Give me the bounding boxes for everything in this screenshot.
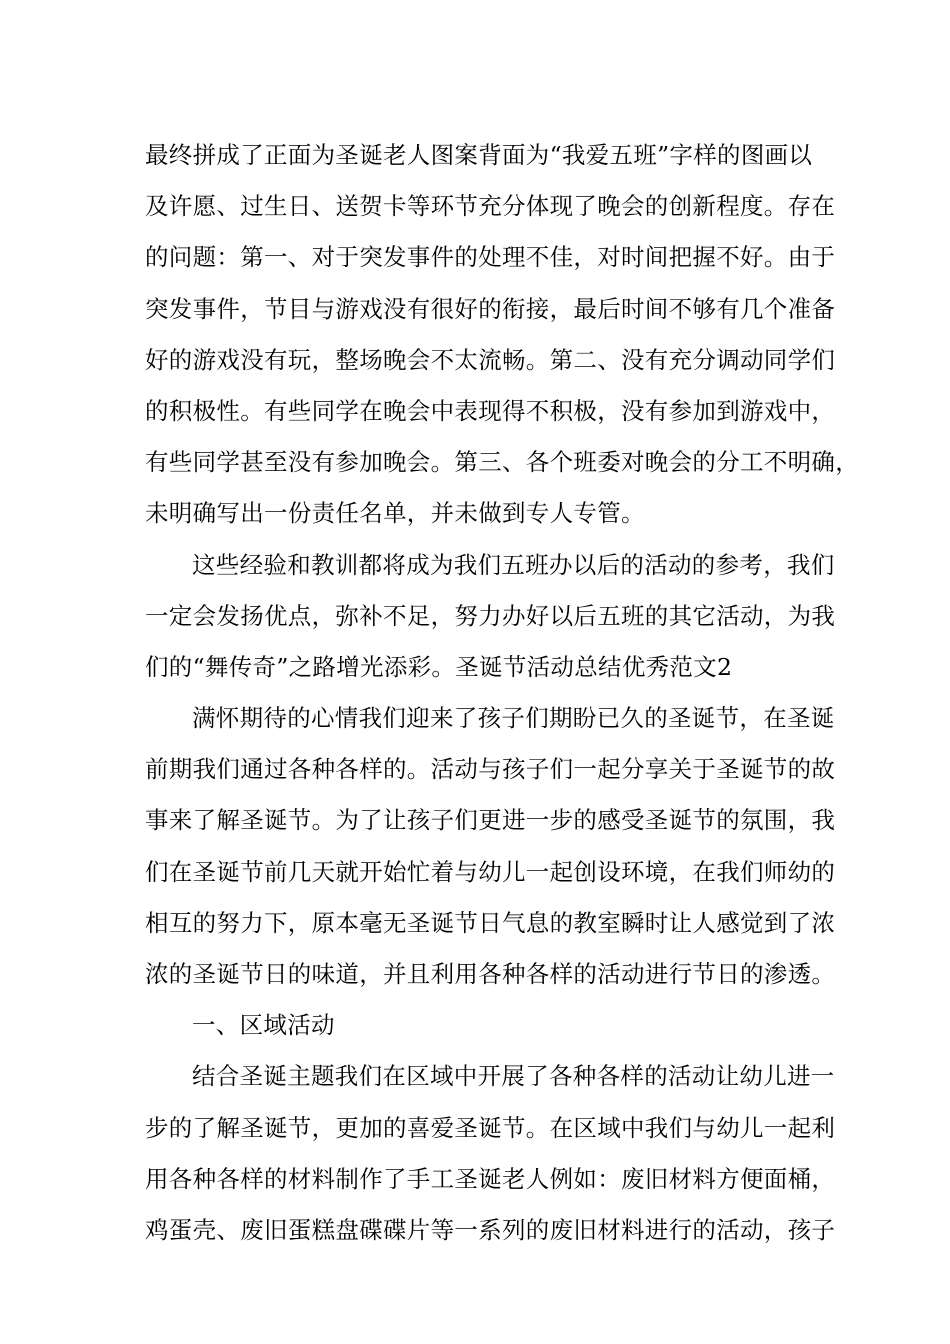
paragraph-start-line: 结合圣诞主题我们在区域中开展了各种各样的活动让幼儿进一 [192, 1062, 835, 1091]
text-line: 前期我们通过各种各样的。活动与孩子们一起分享关于圣诞节的故 [145, 755, 836, 784]
text-line: 鸡蛋壳、废旧蛋糕盘碟碟片等一系列的废旧材料进行的活动，孩子 [145, 1215, 836, 1244]
paragraph-start-line: 满怀期待的心情我们迎来了孩子们期盼已久的圣诞节，在圣诞 [192, 704, 835, 733]
text-line: 一定会发扬优点，弥补不足，努力办好以后五班的其它活动，为我 [145, 601, 836, 630]
text-line: 步的了解圣诞节，更加的喜爱圣诞节。在区域中我们与幼儿一起利 [145, 1113, 836, 1142]
text-line: 最终拼成了正面为圣诞老人图案背面为“我爱五班”字样的图画以 [145, 141, 813, 169]
section-heading: 一、区域活动 [192, 1011, 335, 1040]
text-line: 相互的努力下，原本毫无圣诞节日气息的教室瞬时让人感觉到了浓 [145, 908, 836, 937]
text-line: 们在圣诞节前几天就开始忙着与幼儿一起创设环境，在我们师幼的 [145, 857, 836, 886]
text-line: 的积极性。有些同学在晚会中表现得不积极，没有参加到游戏中， [145, 396, 836, 425]
text-line: 好的游戏没有玩，整场晚会不太流畅。第二、没有充分调动同学们 [145, 345, 836, 374]
text-line: 未明确写出一份责任名单，并未做到专人专管。 [145, 499, 645, 528]
text-line: 们的“舞传奇”之路增光添彩。圣诞节活动总结优秀范文2 [145, 652, 733, 681]
text-line: 事来了解圣诞节。为了让孩子们更进一步的感受圣诞节的氛围，我 [145, 806, 836, 835]
text-line: 有些同学甚至没有参加晚会。第三、各个班委对晚会的分工不明确， [145, 448, 859, 477]
text-line: 的问题：第一、对于突发事件的处理不佳，对时间把握不好。由于 [145, 243, 836, 272]
paragraph-start-line: 这些经验和教训都将成为我们五班办以后的活动的参考，我们 [192, 550, 835, 579]
text-line: 浓的圣诞节日的味道，并且利用各种各样的活动进行节日的渗透。 [145, 960, 836, 988]
text-line: 及许愿、过生日、送贺卡等环节充分体现了晚会的创新程度。存在 [145, 192, 836, 221]
text-line: 突发事件，节目与游戏没有很好的衔接，最后时间不够有几个准备 [145, 294, 836, 323]
text-line: 用各种各样的材料制作了手工圣诞老人例如：废旧材料方便面桶， [145, 1164, 836, 1193]
document-body [145, 130, 859, 1256]
